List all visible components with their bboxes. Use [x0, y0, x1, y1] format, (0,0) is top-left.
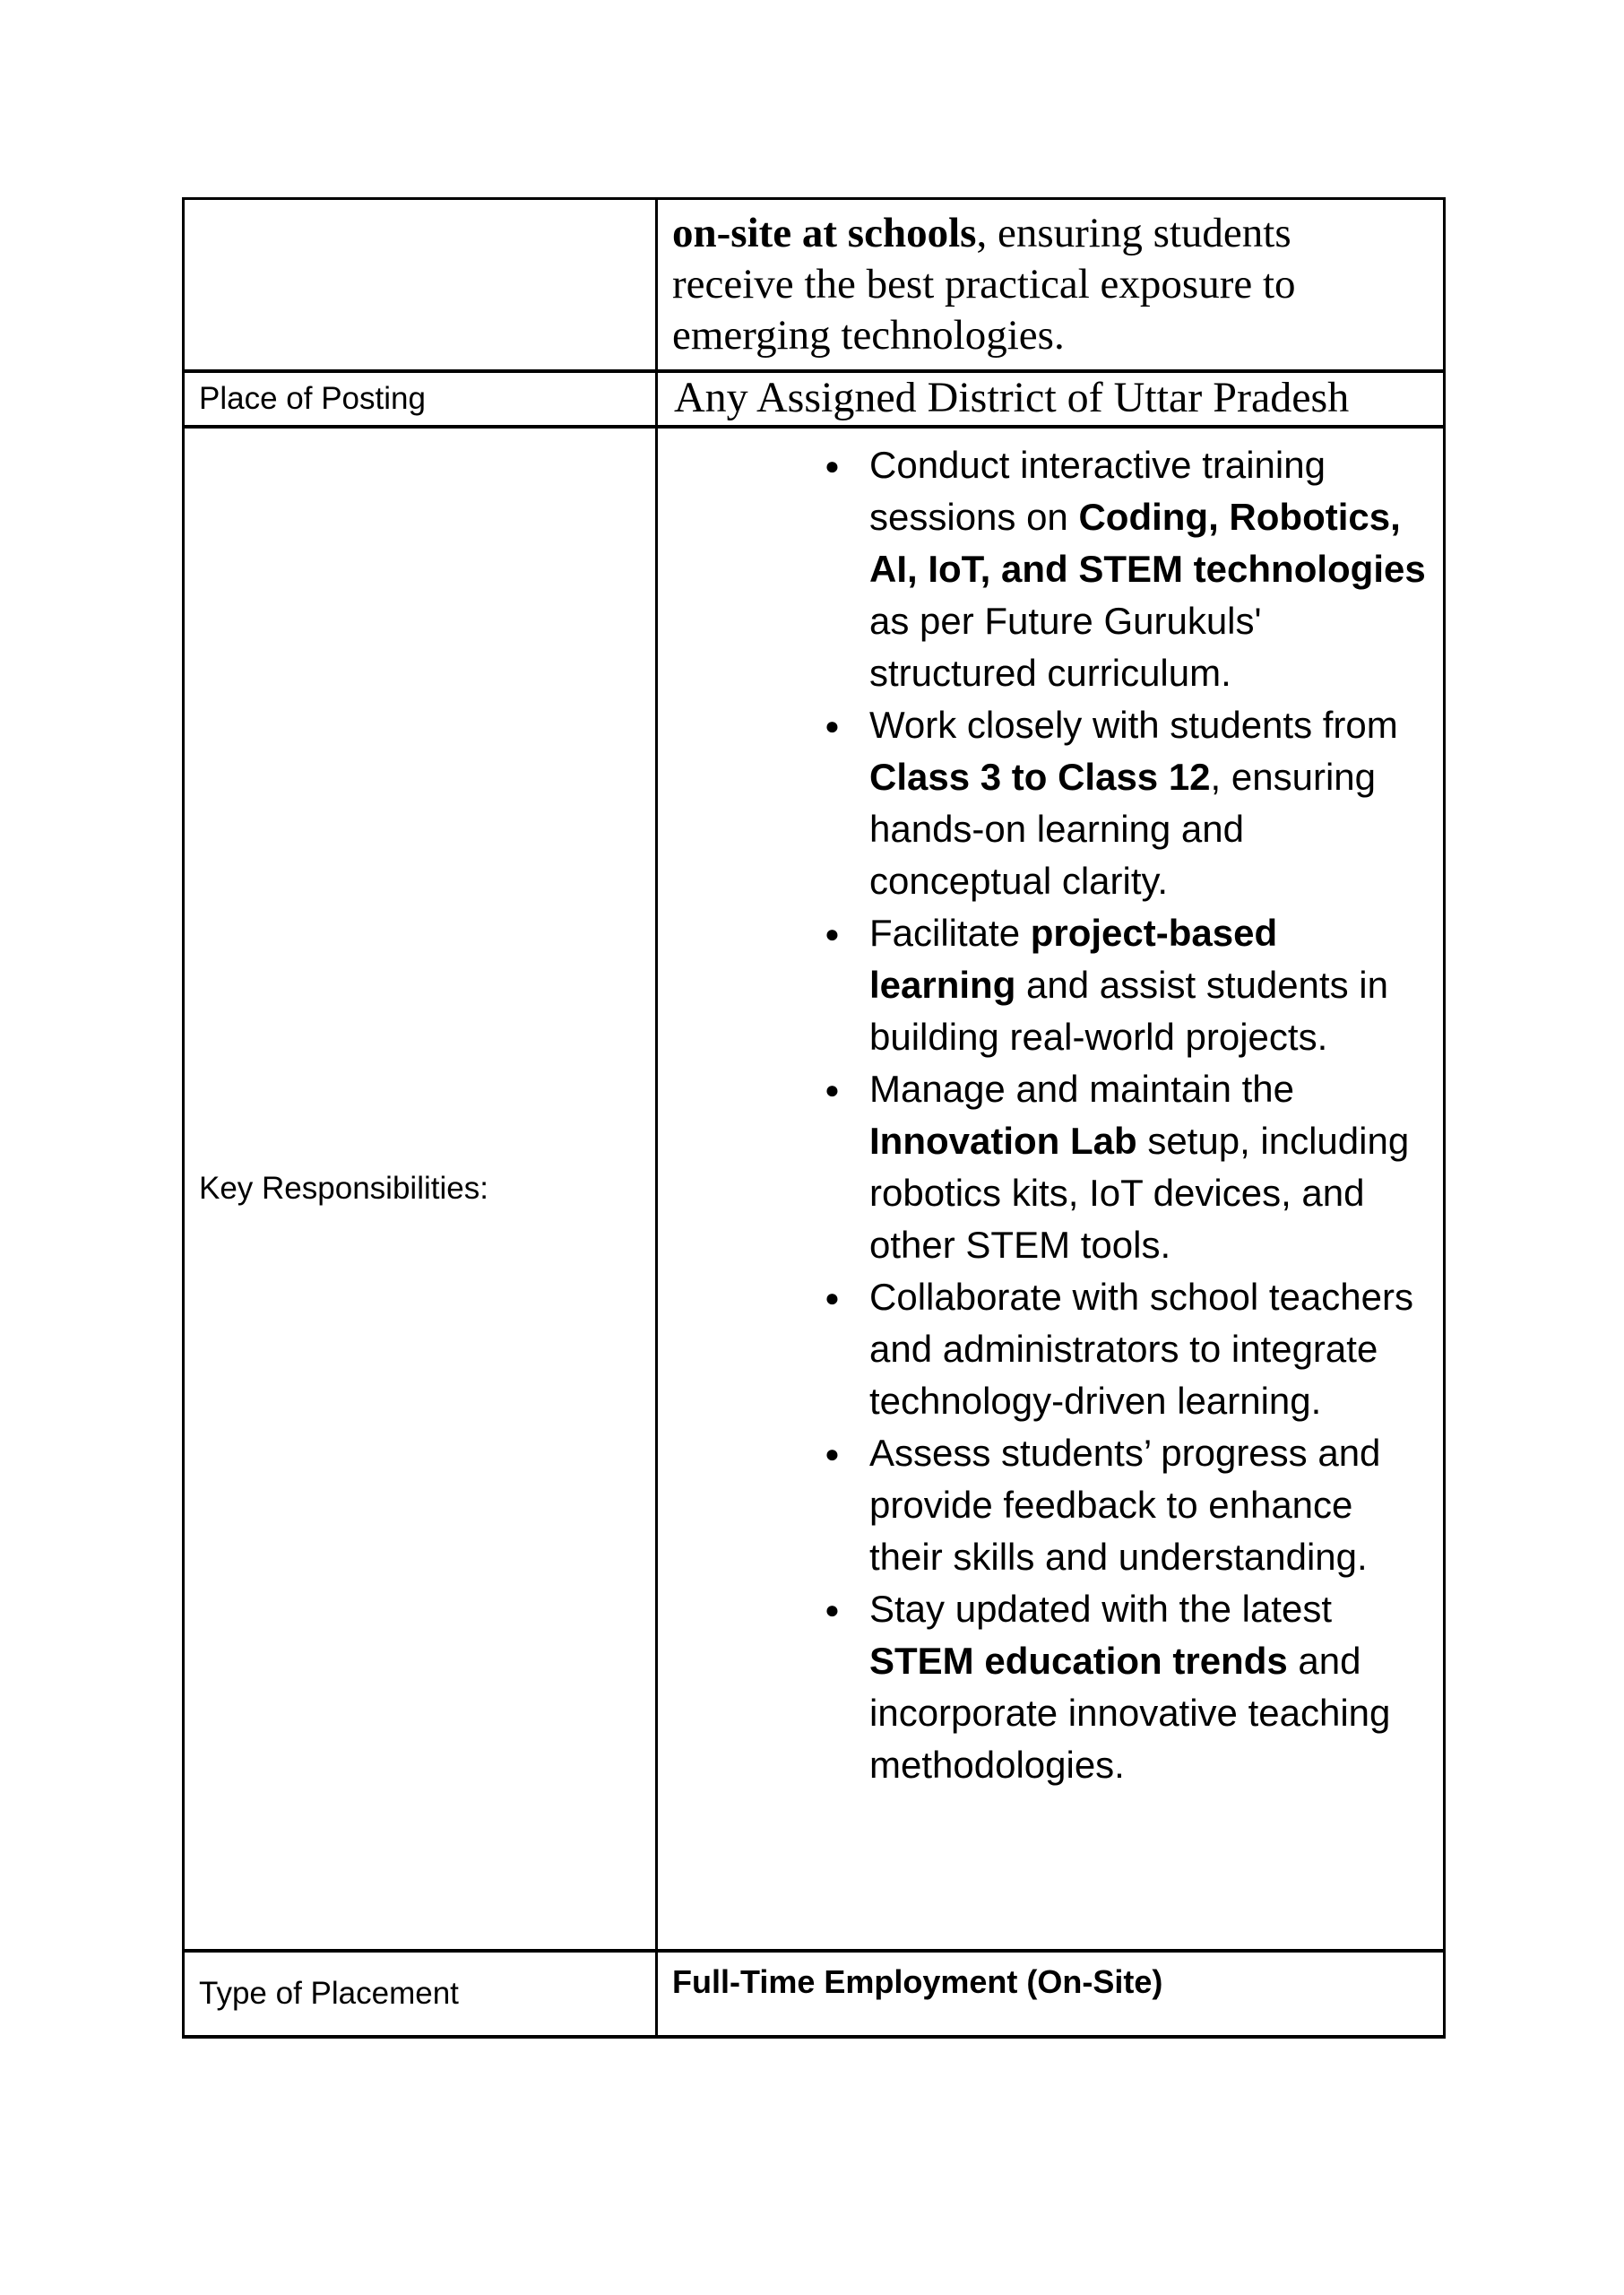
responsibility-item — [869, 907, 1430, 1063]
text-run: Conduct interactive training sessions on — [869, 443, 1326, 538]
place-of-posting-value — [657, 371, 1445, 427]
responsibility-item — [869, 1583, 1430, 1791]
type-of-placement-value — [657, 1951, 1445, 2037]
type-of-placement-label: Type of Placement — [184, 1951, 657, 2037]
bold-text-run: Innovation Lab — [869, 1119, 1137, 1162]
text-run: and assist students in building real-world projects. — [869, 963, 1388, 1058]
text-run: Any Assigned District of Uttar Pradesh — [674, 374, 1350, 422]
key-responsibilities-value — [657, 427, 1445, 1951]
description-label-cell — [184, 199, 657, 371]
bold-text-run: Coding, Robotics, AI, IoT, and STEM technologies — [869, 495, 1426, 590]
text-run: Stay updated with the latest — [869, 1587, 1332, 1630]
text-run: Assess students’ progress and provide feedback to enhance their skills and understanding. — [869, 1431, 1381, 1578]
description-value-cell — [657, 199, 1445, 371]
table-row-description — [184, 199, 1445, 371]
text-run: Facilitate — [869, 911, 1031, 954]
key-responsibilities-label: Key Responsibilities: — [184, 427, 657, 1951]
responsibility-item — [869, 1063, 1430, 1271]
job-details-table — [182, 197, 1446, 2039]
text-run: , ensuring students receive the best practical exposure to emerging technologies. — [672, 210, 1296, 359]
bold-text-run: project-based learning — [869, 911, 1278, 1006]
bold-text-run: Full-Time Employment (On-Site) — [672, 1962, 1163, 2000]
text-run: Work closely with students from — [869, 703, 1398, 746]
responsibility-item — [869, 1271, 1430, 1427]
responsibility-item — [869, 1427, 1430, 1583]
table-row-place-of-posting — [184, 371, 1445, 427]
text-run: setup, including robotics kits, IoT devices, and other STEM tools. — [869, 1119, 1410, 1266]
table-row-type-of-placement — [184, 1951, 1445, 2037]
responsibility-item — [869, 439, 1430, 699]
text-run: Manage and maintain the — [869, 1067, 1294, 1110]
responsibility-item — [869, 699, 1430, 907]
responsibilities-list — [658, 439, 1430, 1791]
text-run: as per Future Gurukuls' structured curriculum. — [869, 599, 1262, 694]
text-run: and incorporate innovative teaching methodologies. — [869, 1639, 1391, 1786]
bold-text-run: STEM education trends — [869, 1639, 1288, 1682]
text-run: , ensuring hands-on learning and conceptual clarity. — [869, 755, 1376, 902]
bold-text-run: Class 3 to Class 12 — [869, 755, 1211, 798]
place-of-posting-label: Place of Posting — [184, 371, 657, 427]
table-row-key-responsibilities — [184, 427, 1445, 1951]
bold-text-run: on-site at schools — [672, 210, 977, 256]
text-run: Collaborate with school teachers and administrators to integrate technology-driven learning. — [869, 1275, 1413, 1422]
